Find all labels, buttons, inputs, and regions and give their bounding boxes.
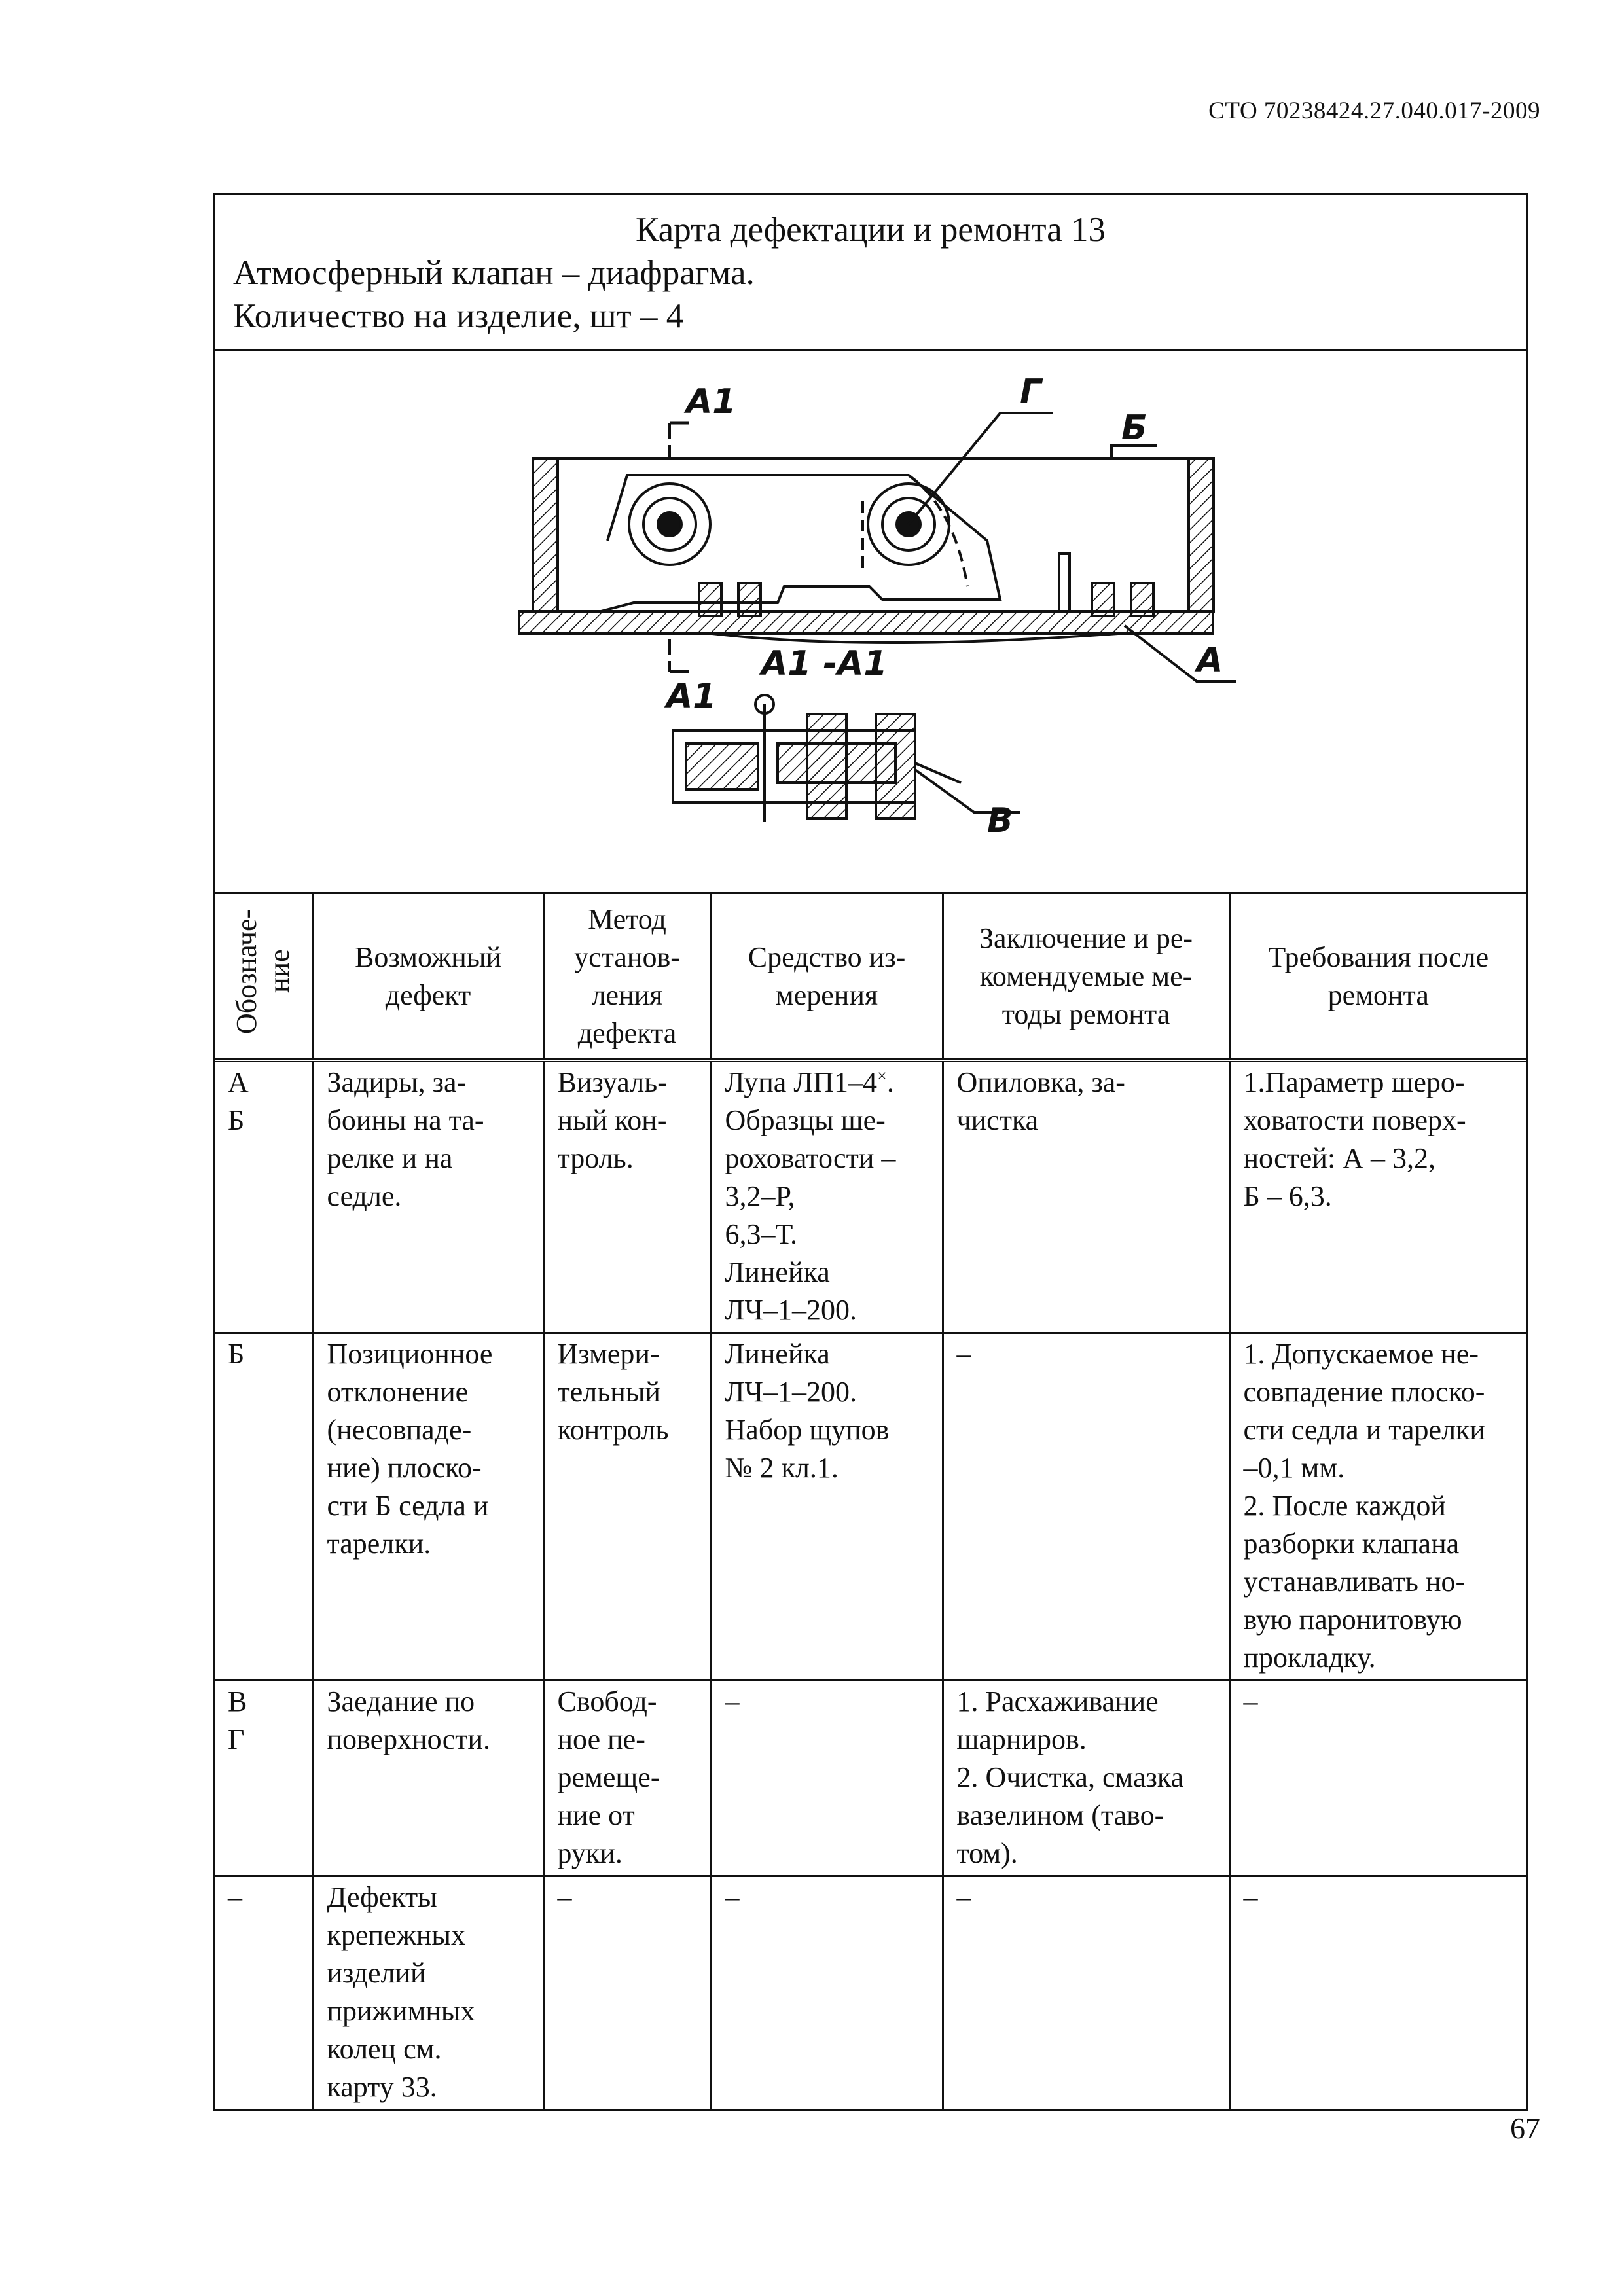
cell-designation: Б (215, 1333, 313, 1681)
document-code: СТО 70238424.27.040.017-2009 (1208, 98, 1540, 124)
cell-requirements: – (1229, 1681, 1526, 1876)
cell-requirements: 1. Допускаемое не- совпадение плоско- сти седла и тарелки –0,1 мм. 2. После каждой разборки клапана устанавливать но- вую паронитовую прокладку. (1229, 1333, 1526, 1681)
table-row (215, 1876, 1526, 2109)
col-requirements: Требования после ремонта (1229, 894, 1526, 1060)
col-method: Метод установ-ления дефекта (543, 894, 711, 1060)
cell-tool: – (711, 1681, 943, 1876)
cell-defect: Дефекты крепежных изделий прижимных колец см. карту 33. (313, 1876, 543, 2109)
col-defect: Возможный дефект (313, 894, 543, 1060)
cell-tool: Линейка ЛЧ–1–200. Набор щупов № 2 кл.1. (711, 1333, 943, 1681)
col-designation: Обозначе-ние (215, 894, 313, 1060)
page-number: 67 (1510, 2111, 1540, 2145)
quantity: Количество на изделие, шт – 4 (233, 297, 684, 335)
part-name: Атмосферный клапан – диафрагма. (233, 254, 755, 292)
technical-drawing (215, 351, 1526, 894)
label-section: А1 -А1 (761, 644, 888, 683)
magnification-superscript: × (876, 1066, 887, 1086)
valve-drawing (215, 351, 1526, 894)
cell-designation: В Г (215, 1681, 313, 1876)
cell-method: Свобод- ное пе- ремеще- ние от руки. (543, 1681, 711, 1876)
defect-table (215, 894, 1526, 2109)
table-row (215, 1333, 1526, 1681)
cell-repair: 1. Расхаживание шарниров. 2. Очистка, смазка вазелином (таво- том). (943, 1681, 1229, 1876)
cell-defect: Позиционное отклонение (несовпаде- ние) плоско- сти Б седла и тарелки. (313, 1333, 543, 1681)
col-tool: Средство из-мерения (711, 894, 943, 1060)
label-g: Г (1020, 372, 1042, 412)
table-row (215, 1681, 1526, 1876)
cell-repair: – (943, 1876, 1229, 2109)
cell-requirements: – (1229, 1876, 1526, 2109)
table-header-row (215, 894, 1526, 1060)
label-a1-top: А1 (686, 382, 736, 422)
cell-method: Визуаль- ный кон- троль. (543, 1060, 711, 1333)
cell-tool: – (711, 1876, 943, 2109)
card-title: Карта дефектации и ремонта 13 (636, 211, 1106, 249)
label-v: В (987, 801, 1013, 840)
label-a1-bottom: А1 (666, 677, 717, 716)
defect-card (213, 193, 1528, 2111)
cell-requirements: 1.Параметр шеро- ховатости поверх- ностей: А – 3,2, Б – 6,3. (1229, 1060, 1526, 1333)
label-b: Б (1121, 408, 1147, 448)
cell-designation: – (215, 1876, 313, 2109)
cell-defect: Задиры, за- боины на та- релке и на седле. (313, 1060, 543, 1333)
cell-designation: А Б (215, 1060, 313, 1333)
cell-repair: – (943, 1333, 1229, 1681)
col-repair: Заключение и ре-комендуемые ме-тоды ремонта (943, 894, 1229, 1060)
card-title-block (215, 195, 1526, 351)
cell-repair: Опиловка, за- чистка (943, 1060, 1229, 1333)
cell-tool: Лупа ЛП1–4×. Образцы ше- роховатости – 3,2–Р, 6,3–Т. Линейка ЛЧ–1–200. (711, 1060, 943, 1333)
cell-method: – (543, 1876, 711, 2109)
cell-defect: Заедание по поверхности. (313, 1681, 543, 1876)
cell-method: Измери- тельный контроль (543, 1333, 711, 1681)
label-a: А (1197, 641, 1223, 680)
table-row (215, 1060, 1526, 1333)
